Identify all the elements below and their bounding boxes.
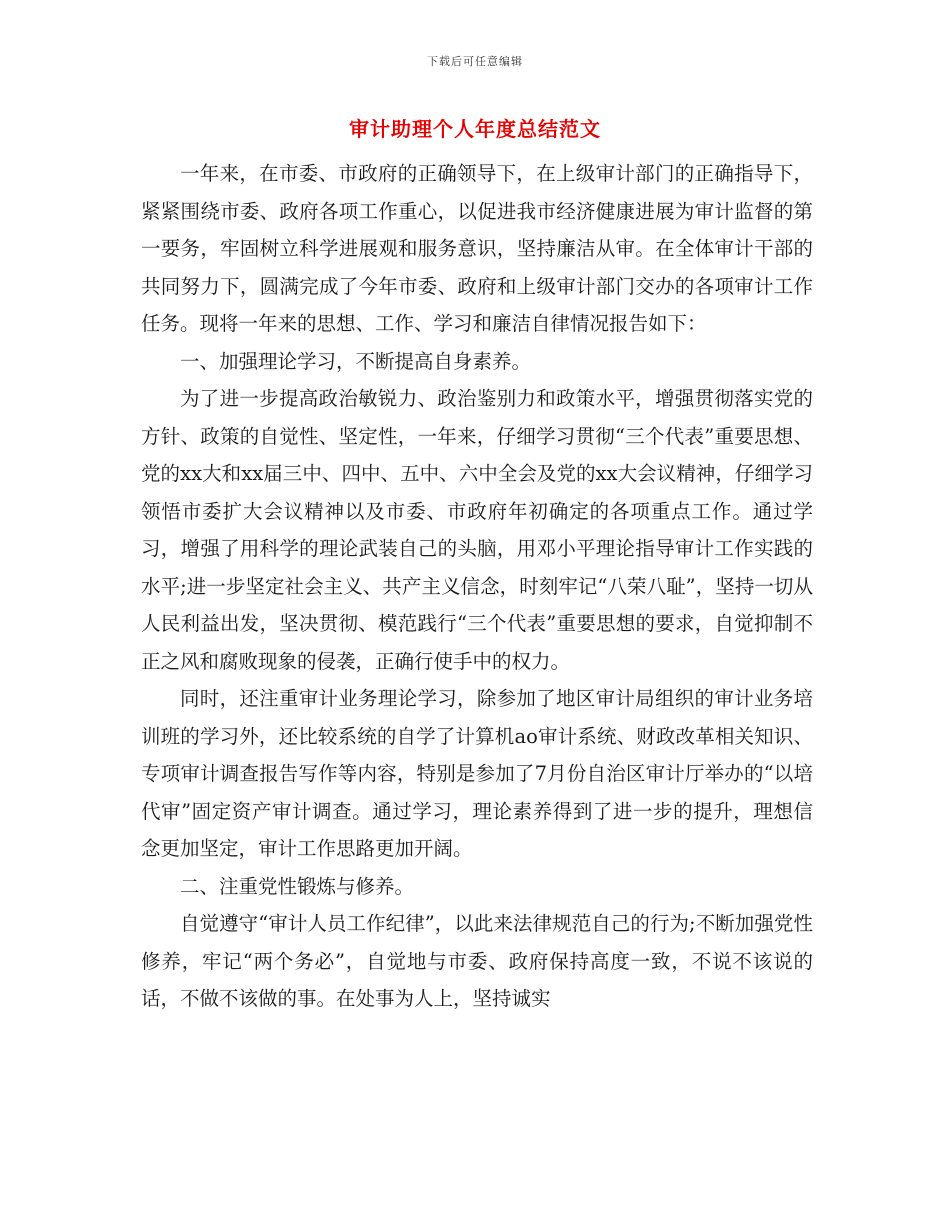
document-title: 审计助理个人年度总结范文 xyxy=(349,117,601,141)
paragraph-intro: 一年来，在市委、市政府的正确领导下，在上级审计部门的正确指导下，紧紧围绕市委、政府各项工作重心，以促进我市经济健康进展为审计监督的第一要务，牢固树立科学进展观和服务意识，坚持廉洁从审。在全体审计干部的共同努力下，圆满完成了今年市委、政府和上级审计部门交办的各项审计工作任务。现将一年来的思想、工作、学习和廉洁自律情况报告如下： xyxy=(141,162,813,335)
document-body xyxy=(141,155,813,1018)
paragraph: 同时，还注重审计业务理论学习，除参加了地区审计局组织的审计业务培训班的学习外，还比较系统的自学了计算机ao审计系统、财政改革相关知识、专项审计调查报告写作等内容，特别是参加了7月份自治区审计厅举办的“以培代审”固定资产审计调查。通过学习，理论素养得到了进一步的提升，理想信念更加坚定，审计工作思路更加开阔。 xyxy=(141,687,813,860)
paragraph: 为了进一步提高政治敏锐力、政治鉴别力和政策水平，增强贯彻落实党的方针、政策的自觉性、坚定性，一年来，仔细学习贯彻“三个代表”重要思想、党的xx大和xx届三中、四中、五中、六中全会及党的xx大会议精神，仔细学习领悟市委扩大会议精神以及市委、市政府年初确定的各项重点工作。通过学习，增强了用科学的理论武装自己的头脑，用邓小平理论指导审计工作实践的水平;进一步坚定社会主义、共产主义信念，时刻牢记“八荣八耻”，坚持一切从人民利益出发，坚决贯彻、模范践行“三个代表”重要思想的要求，自觉抑制不正之风和腐败现象的侵袭，正确行使手中的权力。 xyxy=(141,387,813,673)
section-heading-2: 二、注重党性锻炼与修养。 xyxy=(180,874,415,898)
paragraph: 自觉遵守“审计人员工作纪律”，以此来法律规范自己的行为;不断加强党性修养，牢记“两个务必”，自觉地与市委、政府保持高度一致，不说不该说的话，不做不该做的事。在处事为人上，坚持诚实 xyxy=(141,912,813,1010)
header-note: 下载后可任意编辑 xyxy=(427,55,523,68)
section-heading-1: 一、加强理论学习，不断提高自身素养。 xyxy=(180,349,532,373)
